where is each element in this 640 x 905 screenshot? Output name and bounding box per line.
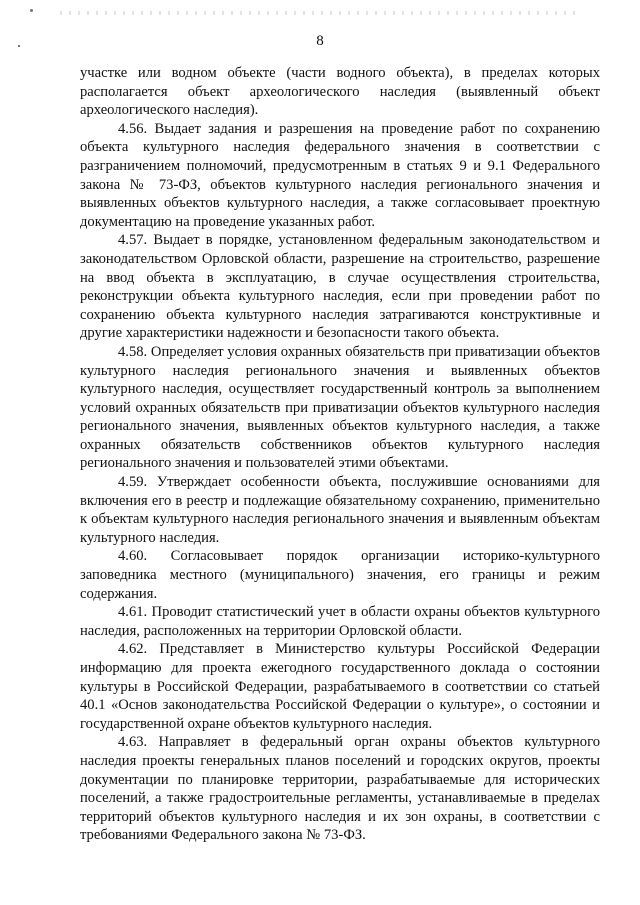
scan-artifact-line xyxy=(60,11,580,15)
paragraph-4-57: 4.57. Выдает в порядке, установленном федеральным законодательством и законодательством Орловской области, разрешение на строительство, разрешение на ввод объекта в эксплуатацию, в случае осуществления строительства, реконструкции объекта культурного наследия, если при проведении работ по сохранению объекта культурного наследия затрагиваются конструктивные и другие характеристики надежности и безопасности такого объекта. xyxy=(80,232,600,342)
paragraph-4-61: 4.61. Проводит статистический учет в области охраны объектов культурного наследия, расположенных на территории Орловской области. xyxy=(80,604,600,639)
paragraph-4-63: 4.63. Направляет в федеральный орган охраны объектов культурного наследия проекты генеральных планов поселений и городских округов, проекты документации по планировке территории, разрабатываемые для исторических поселений, а также градостроительные регламенты, устанавливаемые в пределах территорий объектов культурного наследия и их зон охраны, в соответствии с требованиями Федерального закона № 73-ФЗ. xyxy=(80,734,600,844)
paragraph-4-62: 4.62. Представляет в Министерство культуры Российской Федерации информацию для проекта ежегодного государственного доклада о состоянии культуры в Российской Федерации, разрабатываемого в соответствии со статьей 40.1 «Основ законодательства Российской Федерации о культуре», о состоянии и государственной охране объектов культурного наследия. xyxy=(80,641,600,732)
page-number: 8 xyxy=(316,33,324,49)
paragraph-continuation: участке или водном объекте (части водного объекта), в пределах которых располагается объект археологического наследия (выявленный объект археологического наследия). xyxy=(80,65,600,119)
paragraph-4-60: 4.60. Согласовывает порядок организации историко-культурного заповедника местного (муниципального) значения, его границы и режим содержания. xyxy=(80,548,600,602)
paragraph-4-56: 4.56. Выдает задания и разрешения на проведение работ по сохранению объекта культурного наследия федерального значения в соответствии с разграничением полномочий, предусмотренным в статьях 9 и 9.1 Федерального закона № 73-ФЗ, объектов культурного наследия регионального значения и выявленных объектов культурного наследия, а также согласовывает проектную документацию на проведение указанных работ. xyxy=(80,120,600,230)
paragraph-4-59: 4.59. Утверждает особенности объекта, послужившие основаниями для включения его в реестр и подлежащие обязательному сохранению, применительно к объектам культурного наследия регионального значения и выявленным объектам культурного наследия. xyxy=(80,474,600,546)
document-body xyxy=(80,64,600,845)
paragraph-4-58: 4.58. Определяет условия охранных обязательств при приватизации объектов культурного наследия регионального значения и выявленных объектов культурного наследия, осуществляет государственный контроль за выполнением условий охранных обязательств при приватизации объектов культурного наследия регионального значения, выявленных объектов культурного наследия, а также охранных обязательств собственников объектов культурного наследия регионального значения и пользователей этими объектами. xyxy=(80,343,600,472)
scan-artifact-dot xyxy=(30,9,33,12)
